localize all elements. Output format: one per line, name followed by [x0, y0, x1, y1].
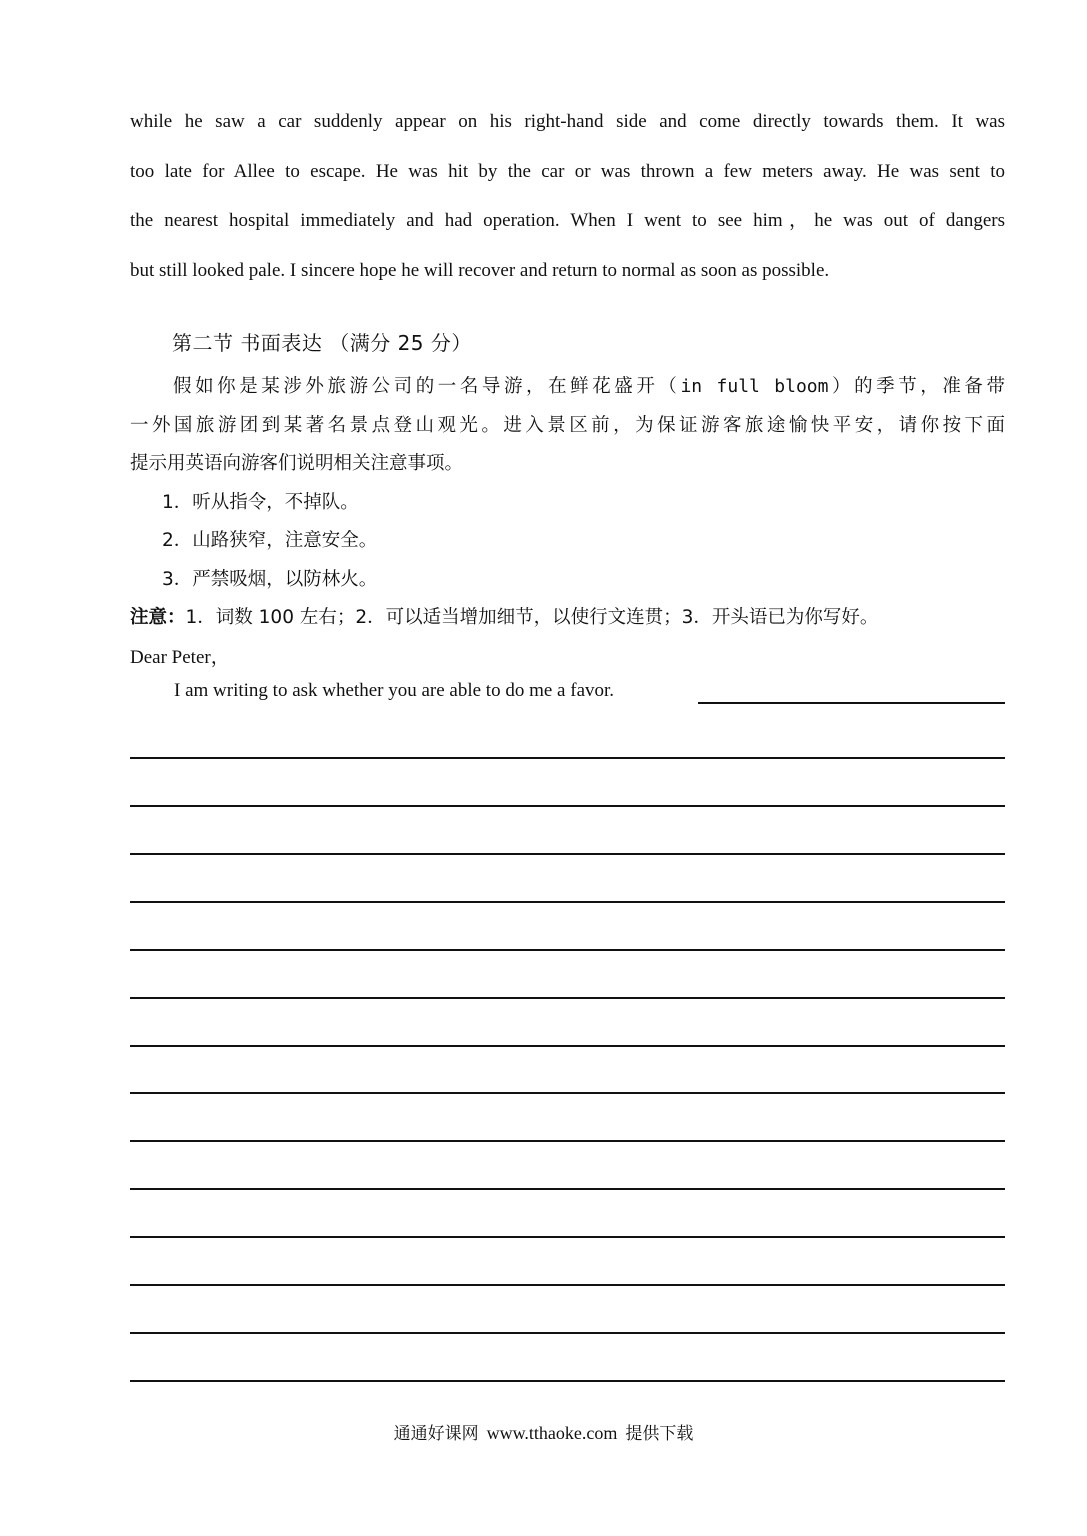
passage-line: too late for Allee to escape. He was hit by the car or was thrown a few meters away. He was sent to — [130, 160, 1005, 182]
answer-line[interactable] — [130, 805, 1005, 807]
list-item: 1．听从指令，不掉队。 — [162, 491, 359, 513]
answer-line[interactable] — [130, 1380, 1005, 1382]
footer-suffix: 提供下载 — [625, 1424, 694, 1444]
answer-line[interactable] — [130, 1332, 1005, 1334]
answer-line[interactable] — [130, 901, 1005, 903]
answer-line[interactable] — [130, 1140, 1005, 1142]
prompt-english-term: in full bloom — [680, 376, 829, 397]
passage-line: but still looked pale. I sincere hope he will recover and return to normal as soon as possible. — [130, 259, 830, 281]
answer-line[interactable] — [130, 1188, 1005, 1190]
prompt-line: 假如你是某涉外旅游公司的一名导游，在鲜花盛开（in full bloom）的季节，准备带 — [173, 376, 1005, 397]
answer-line[interactable] — [130, 997, 1005, 999]
answer-line[interactable] — [130, 1045, 1005, 1047]
list-item: 3．严禁吸烟，以防林火。 — [162, 568, 378, 590]
letter-opening: I am writing to ask whether you are able to do me a favor. — [174, 680, 615, 701]
answer-line[interactable] — [130, 757, 1005, 759]
note-label: 注意： — [130, 607, 186, 628]
answer-line[interactable] — [130, 1092, 1005, 1094]
letter-salutation: Dear Peter， — [130, 647, 230, 668]
answer-line[interactable] — [130, 949, 1005, 951]
prompt-line: 一外国旅游团到某著名景点登山观光。进入景区前，为保证游客旅途愉快平安，请你按下面 — [130, 414, 1005, 436]
answer-line[interactable] — [130, 1284, 1005, 1286]
answer-line[interactable] — [130, 1236, 1005, 1238]
footer-site-name: 通通好课网 — [393, 1424, 479, 1444]
note-line — [130, 599, 1005, 638]
section-title: 第二节 书面表达 （满分 25 分） — [172, 331, 472, 355]
answer-line[interactable] — [130, 853, 1005, 855]
passage-paragraph — [130, 97, 1005, 295]
prompt-line: 提示用英语向游客们说明相关注意事项。 — [130, 453, 464, 474]
footer-url[interactable]: www.tthaoke.com — [486, 1423, 618, 1443]
writing-prompt — [130, 368, 1005, 638]
answer-line[interactable] — [698, 702, 1005, 704]
passage-line: while he saw a car suddenly appear on his right-hand side and come directly towards them. It was — [130, 111, 1005, 132]
passage-line: the nearest hospital immediately and had operation. When I went to see him，he was out of dangers — [130, 210, 1005, 231]
page-footer — [0, 1419, 1087, 1444]
note-text: 1．词数 100 左右；2．可以适当增加细节，以使行文连贯；3．开头语已为你写好。 — [185, 607, 879, 628]
list-item: 2．山路狭窄，注意安全。 — [162, 530, 378, 551]
